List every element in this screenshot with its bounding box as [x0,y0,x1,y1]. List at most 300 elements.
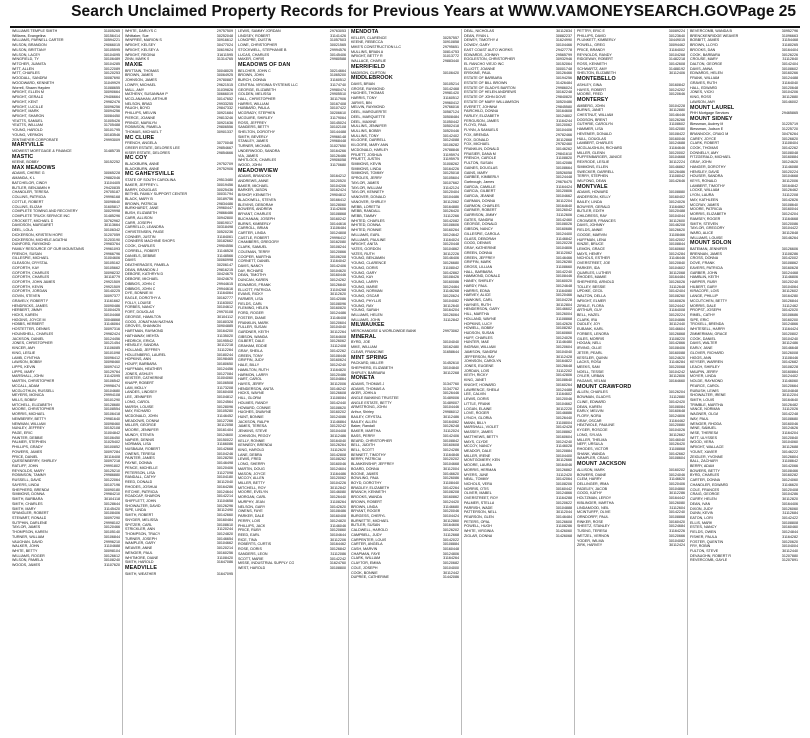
property-id: 30164226 [442,166,459,171]
property-id: 30164280 [781,294,798,299]
owner-name: DEAN, TIMOTHY [238,273,267,278]
property-id: 30104040 [442,340,459,345]
owner-name: GRIFFIN, JUDY [238,358,265,363]
property-id: 30031794 [216,192,233,197]
property-id: 31088655 [103,85,120,90]
property-id: 30124488 [781,76,798,81]
property-id: 30819017 [216,220,233,225]
owner-name: GLASS, DEBORAH [464,236,497,241]
owner-name: DAVIDSON, MARGARET [12,223,54,228]
owner-name: LAWSON, BOBBY [12,360,43,365]
property-id: 31426068 [555,533,572,538]
owner-name: BYRD, JOE [351,340,371,345]
owner-name: GILBERT, DALE [238,339,265,344]
property-id: 30124402 [781,374,798,379]
property-id: 30108686 [781,313,798,318]
city-heading: MAXIE [125,62,143,69]
property-id: 31057503 [329,38,346,43]
owner-name: OVERSTREET, ROY [464,496,499,501]
property-id: 30124820 [216,531,233,536]
owner-name: ROSS, KENNETH [577,62,607,67]
property-id: 30097412 [103,364,120,369]
owner-name: DAVIS [125,258,136,263]
property-id: 30124468 [781,270,798,275]
property-id: 29973062 [442,329,459,334]
property-id: 30120520 [329,179,346,184]
owner-name: MCCLANAHAN, ARTHUR [125,96,168,101]
owner-name: CLEAR, FRANCINE [351,349,384,354]
owner-name: NUNLEY, JEFFREY [12,426,45,431]
owner-name: ESTATE OF JOHN DOVE [464,95,506,100]
owner-name: GOOD, DENNIS [464,241,491,246]
owner-name: MIKE, WILLIAM [351,345,377,350]
owner-name: VANCE, NORMAN [690,407,721,412]
owner-name: VANOVER, DONALD [351,195,386,200]
property-id: 30108808 [781,520,798,525]
owner-name: HENSLEY, DAVID [690,169,720,174]
property-id: 31108868 [556,316,572,321]
property-id: 31108286 [556,524,572,529]
owner-name: ELLIOTT, JOANNE [464,66,496,71]
property-id: 30146222 [781,449,798,454]
city-heading: MARYVILLE [12,142,44,149]
property-id: 30126266 [668,117,685,122]
owner-name: DIXON, JUDY [690,506,714,511]
property-id: 30164046 [555,463,572,468]
property-id: 30108422 [668,131,685,136]
owner-name: ADAMS, CHERIE G [12,171,45,176]
owner-name: LAMBERT, TIMOTHY [690,183,726,188]
property-id: 30126446 [442,391,459,396]
owner-name: ANGLE BANKING TRUSTEE [351,396,399,401]
property-id: 29676475 [555,180,572,184]
property-id: 30112440 [669,322,685,327]
owner-name: DEAN, IVAN [690,501,711,506]
property-id: 30126482 [781,402,798,407]
property-id: 31164424 [556,184,572,189]
property-id: 31112840 [782,57,798,62]
owner-name: NOLDE, RAYMOND [690,379,723,384]
owner-name: JONES, CHRISTOPHER [12,341,53,346]
property-id: 31647086 [216,560,233,565]
property-id: 30019456 [216,182,233,187]
property-id: 30108862 [781,261,798,266]
property-id: 30126612 [103,553,120,558]
owner-name: GLEASON, CRYSTAL [12,261,49,266]
property-id: 30120202 [442,457,459,462]
property-id: 30112440 [782,548,798,553]
owner-name: SUTPHIN, DARLENE [12,520,48,525]
property-id: 30125018 [442,171,459,176]
owner-name: FORBES, NANCY [125,305,155,310]
owner-name: ADAMS, THOMAS J [351,381,385,386]
owner-name: WRIGHT, MARK [12,109,39,114]
owner-name: WITT, ALLEN [12,66,34,71]
owner-name: HILL, MARTHA [464,312,490,317]
owner-name: GROSE, RAYMOND [351,86,385,91]
property-id: 30120240 [781,280,798,284]
owner-name: IRVING, OLLIE [577,346,602,351]
property-id: 30160608 [442,443,459,448]
owner-record [690,558,798,563]
property-id: 30164660 [668,379,685,384]
property-id: 30104118 [104,497,120,502]
property-id: 30104040 [555,349,572,354]
owner-name: EUBANK, KARL [577,327,604,332]
property-id: 30120046 [442,509,459,514]
owner-name: PEARCE, CAROL [690,383,720,388]
property-id: 30160202 [329,410,346,415]
property-id: 30124026 [668,199,685,204]
property-id: 29565799 [555,52,572,57]
property-id: 30124240 [329,363,346,368]
property-id: 30107662 [442,180,459,185]
property-id: 30104408 [329,429,346,434]
property-id: 30104662 [216,541,233,546]
owner-name: BOBBITT, JAMES [690,38,720,43]
owner-name: BETHEL FAMILY SUPPORT CENTER [125,192,188,197]
property-id: 30152108 [103,426,120,431]
owner-name: GARNER, ROBERT [464,208,497,213]
property-id: 30120666 [668,533,685,538]
owner-name: OWENS, TERESA [125,451,156,456]
property-id: 30124262 [329,278,346,283]
owner-name: FORD, ROGER [238,311,264,316]
owner-name: ESTATE OF MARY WILLIAMSON [464,99,519,104]
owner-name: MORRIS, MICHAEL [12,412,45,417]
owner-name: YOUNG, RAY [351,303,374,308]
property-id: 30101290 [103,397,120,402]
property-id: 30104602 [668,265,685,270]
owner-name: Williams, Evangelina [12,33,46,38]
property-id: 30104082 [442,298,459,303]
owner-name: WHITLOCK, CHARLES [238,158,277,163]
property-id: 31145420 [104,506,120,511]
owner-name: CARROLL, BRIAN [238,226,269,231]
owner-record [238,566,346,571]
property-id: 30120664 [781,383,798,388]
owner-name: CORRELL, ROBERT [125,248,160,253]
owner-name: ESTATE OF GLADYS BARTON [464,85,516,90]
property-id: 30160402 [668,195,685,200]
owner-name: BURNS, JANET [577,108,604,113]
property-id: 30112406 [669,71,685,76]
property-id: 30112264 [330,330,346,335]
property-id: 30122089 [103,66,120,71]
owner-name: REYNOLDS, RANDY [577,52,612,57]
property-id: 30106542 [103,379,120,384]
owner-name: RHODES, JOSHUA [125,484,158,489]
property-id: 31164024 [443,237,459,242]
property-id: 30104285 [103,62,120,67]
property-id: 31108004 [556,420,572,425]
owner-name: WHITE, VIRGINIA [464,529,494,534]
owner-name: POWELL, HUGH [464,524,492,529]
property-id: 30048025 [216,68,233,73]
property-id: 30124400 [555,231,572,236]
owner-name: BISHOP, KENNETH [238,193,271,198]
property-id: 31163002 [217,300,233,305]
owner-name: HAYES, ROBERT [577,87,607,92]
owner-name: SHIPLEY, BARBARA [351,370,386,375]
owner-name: LYON, LAURA [690,193,714,198]
property-id: 30146446 [668,112,685,117]
property-id: 30164842 [781,183,798,188]
owner-name: BUCHANAN, JOSEPH [238,216,276,221]
property-id: 30112226 [443,251,459,256]
property-id: 29782460 [555,142,572,147]
owner-name: GOVIN, STEVEN [12,294,41,299]
property-id: 30160660 [668,246,685,251]
property-id: 29921509 [103,280,120,284]
owner-name: MCGLAUGHLIN, RICHARD [577,146,623,150]
property-id: 30112428 [556,354,572,359]
owner-name: LAWSON, AMY [690,99,716,104]
owner-name: GROVES, SHANNON [125,324,161,329]
owner-name: HARDY, PAUL [464,283,488,288]
property-id: 31146284 [669,360,685,365]
property-id: 29906058 [329,158,346,163]
property-id: 29970108 [216,310,233,315]
header-rule [10,26,800,28]
owner-name: COLEMAN, TERRY [238,249,271,254]
owner-name: REVERCOMB, GAYLE [690,558,728,563]
property-id: 30120646 [668,92,685,97]
owner-name: BRITTAIN, THOMAS [125,68,159,73]
owner-name: HUFF, CHARLES [464,335,493,340]
property-id: 31112604 [669,505,685,510]
owner-name: BARRY, DOUGLAS [125,187,157,192]
owner-name: BRANNOCK, CRAIG M [690,131,729,136]
owner-name: MISSE, INDUSTRIAL SUPPLY CO [238,561,295,566]
owner-name: JONES, EUGENE [464,364,494,369]
owner-name: BRYANT, ROGER [351,509,381,514]
property-id: 30124564 [216,399,233,404]
property-id: 30124866 [781,322,798,327]
property-id: 30164880 [442,204,459,209]
property-id: 30104240 [781,336,798,341]
property-id: 30146862 [668,164,685,169]
owner-name: DONNELLY, AMY [690,150,719,155]
owner-name: GOFORTH, KEVIN [12,284,44,289]
owner-name: MARTIN, DOUG [238,466,265,471]
owner-name: MIDWEST MORTGAGE & FINANCE [12,148,72,153]
owner-name: SMITH, BARBARA [12,497,43,502]
property-id: 29883440 [442,59,459,64]
owner-name: UPDIKE, CECIL [577,289,604,294]
property-id: 30164266 [329,148,346,153]
owner-name: AKER, JOHN A [351,391,377,396]
owner-name: POWELL, GREG [577,43,605,48]
property-id: 29966796 [103,251,120,256]
property-id: 30164406 [781,501,798,506]
owner-name: BLACKBURN, ANNE [125,166,160,171]
property-id: 30120466 [103,525,120,530]
owner-name: TRIMBLE, MARTHA [690,402,724,407]
property-id: 31164424 [782,327,798,332]
property-id: 30112058 [217,423,233,428]
property-id: 30126026 [668,280,685,284]
owner-name: GRAVELY, ROBERT F [12,298,49,303]
owner-name: HILL, GLORIA [238,396,262,401]
owner-name: PRICE, BRANDY [577,47,606,52]
owner-name: GOFORTH, CHARLES [12,270,50,275]
property-id: 30921636 [216,120,233,125]
property-id: 30104468 [103,313,120,318]
owner-name: WAGNER, OLGA [690,412,719,417]
owner-name: TAYLOR, WILLIAM [351,185,383,190]
city-heading: MONTVALE [577,183,608,190]
property-id: 30124456 [216,366,233,371]
owner-name: JAMISON, SANDRA [464,349,498,354]
property-id: 31164042 [330,259,346,264]
owner-name: PETTRY, ERIC E [577,29,605,33]
owner-name: EDWARDS, FRANK [238,282,271,287]
owner-name: MCGRADY, STEPHEN [238,111,276,116]
city-heading: MEADOWS OF DAN [238,62,291,69]
owner-name: SIMMONS, KEVIN [351,162,382,167]
property-id: 30160686 [555,227,572,232]
property-id: 31179064 [330,115,346,120]
owner-name: SMITH, CHARLES [12,501,43,506]
property-id: 30087690 [103,76,120,81]
property-id: 30942800 [216,215,233,220]
property-id: 30124240 [555,439,572,444]
owner-name: HARVEY, ALICE [464,293,491,298]
owner-name: FOX, DONALD [464,137,489,142]
owner-name: SHEETZ, STANLEY [577,524,610,529]
owner-name: TOLLEY, BESSIE [577,284,606,289]
property-id: 31107620 [104,563,120,568]
owner-name: MERCHANDISE & WORLDWIDE BANK [351,329,417,334]
property-id: 30120622 [555,500,572,505]
property-id: 30104886 [668,317,685,322]
property-id: 30147652 [216,96,233,101]
owner-name: YOUNT, XAVIER [690,449,718,454]
owner-name: DIBBIOS, JOHN C [125,281,156,286]
property-id: 30123640 [668,33,685,38]
property-id: 30180244 [216,352,233,357]
owner-name: PRINCE, MARILYN [125,120,157,125]
owner-name: DEVAUGHN, ROBERT R [690,553,732,558]
owner-name: WRIGHT, GERALD [12,95,44,100]
owner-name: WILSON, PAMELA [12,558,43,563]
owner-name: GARBER, JOHN [690,270,718,275]
property-id: 31164244 [556,118,572,123]
property-id: 30160826 [668,298,685,303]
property-id: 31142124 [443,185,459,190]
property-id: 30916612 [216,38,233,43]
owner-name: SANDERS, LEON [238,551,268,556]
property-id: 30160256 [216,550,233,555]
owner-name: SPROLES, JERRY [351,176,383,181]
property-id: 30120880 [668,423,685,428]
property-id: 30146484 [555,515,572,520]
property-id: 30120406 [668,481,685,486]
property-id: 30128096 [216,404,233,409]
owner-name: WHITED, CHARLES [351,218,385,223]
property-id: 30142240 [668,510,685,515]
owner-name: BLACKWELL, STEVEN [238,197,277,202]
owner-name: CLARK, IRA [577,317,598,322]
owner-name: RIMEL, CATHY [690,313,716,318]
property-id: 31482218 [668,57,685,62]
owner-name: PAINTER, JAMES [125,456,155,461]
property-id: 31112842 [443,317,459,322]
property-id: 31489006 [442,396,459,401]
property-id: 30932946 [555,57,572,62]
property-id: 31611595 [217,52,233,57]
owner-name: CARTER, LINDA [238,230,266,235]
property-id: 30619624 [216,47,233,52]
property-id: 29066015 [103,43,120,48]
owner-name: CLARK, WILLIAM [351,556,381,561]
property-id: 30104082 [668,538,685,543]
owner-name: SHOWALTER, DAVID [125,503,161,508]
owner-name: RINKER, ROSE [577,519,604,524]
owner-name: CHILDRESS, RAY [577,213,608,218]
property-id: 31146620 [782,482,798,487]
property-id: 30124202 [668,87,685,92]
owner-name: RANDALL, CATHY [125,475,156,480]
owner-name: DAVIS, NANCY [238,263,264,268]
owner-name: HOLMES, RANDY [238,400,269,405]
property-id: 31146480 [556,340,572,345]
owner-name: HARRIS, TONY [351,95,377,100]
property-id: 29621515 [216,82,233,87]
owner-name: WOODS, JAMES [12,563,41,568]
property-id: 30048868 [103,317,120,322]
owner-name: BRANCH, KENNETH [351,490,386,495]
property-id: 31096663 [781,33,798,38]
owner-name: VIA, JAMES [238,153,259,158]
property-id: 30160864 [781,369,798,374]
property-id: 30142406 [329,263,346,268]
owner-name: WEST, HAROLD [238,565,266,570]
owner-name: CARTER, DONNA [690,478,721,483]
property-id: 31146680 [443,504,459,509]
property-id: 30108048 [781,150,798,155]
owner-name: LIPPS, MARY [12,369,35,374]
owner-record [12,563,120,568]
owner-name: HUNTER, MAE [464,340,490,345]
owner-name: MOORE, PATRICIA [690,207,723,212]
owner-name: REYNOLDS, MARY [12,468,45,473]
property-id: 31647095 [216,571,233,576]
owner-name: REED, EARL [238,532,260,537]
owner-name: FORT, DOUGLAS [125,310,155,315]
owner-name: MAUPIN, JERRY [690,369,719,374]
property-id: 31112024 [443,429,459,434]
property-id: 29420835 [103,185,120,190]
property-id: 30124420 [442,499,459,504]
property-id: 30128644 [103,501,120,506]
owner-name: GATES, SANDRA [464,217,494,222]
property-id: 30142440 [329,400,346,405]
owner-name: CASTLE, ROBERT [238,235,270,240]
property-id: 30124486 [329,311,346,316]
property-id: 30142460 [555,217,572,222]
property-id: 31108820 [556,156,572,161]
property-id: 31195975 [443,157,459,162]
property-id: 30105280 [216,409,233,414]
property-id: 31173208 [217,385,233,390]
owner-name: BURNETTE, MICHAEL [351,518,389,523]
property-id: 30160862 [442,495,459,500]
owner-name: WILLIAMS TEMPLE SMITH [12,29,58,33]
property-id: 30094462 [668,43,685,48]
owner-name: WHITED, RONNIE [351,228,382,233]
